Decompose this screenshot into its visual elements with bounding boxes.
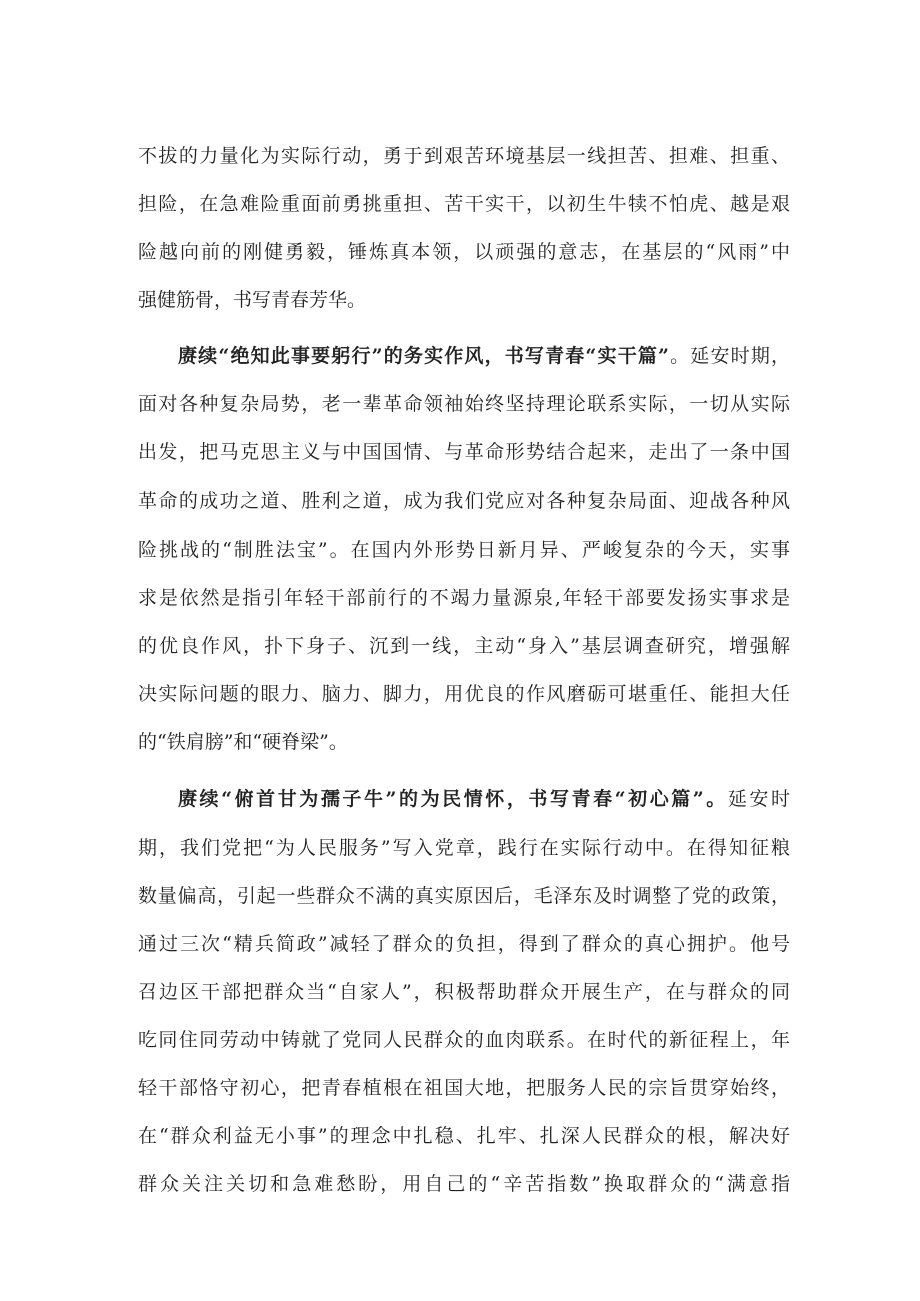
paragraph-3-line-7: 轻干部恪守初心，把青春植根在祖国大地，把服务人民的宗旨贯穿始终， <box>138 1077 790 1099</box>
paragraph-3-line-1 <box>178 784 790 814</box>
paragraph-2-line-6: 求是依然是指引年轻干部前行的不竭力量源泉,年轻干部要发扬实事求是 <box>138 587 790 609</box>
paragraph-1-line-3: 险越向前的刚健勇毅，锤炼真本领，以顽强的意志，在基层的“风雨”中 <box>138 241 790 263</box>
paragraph-3-line-4: 通过三次“精兵简政”减轻了群众的负担，得到了群众的真心拥护。他号 <box>138 933 790 955</box>
paragraph-3-first-rest: 延安时 <box>727 788 790 810</box>
paragraph-2-first-rest: 。延安时期， <box>668 345 790 367</box>
paragraph-3-line-9: 群众关注关切和急难愁盼，用自己的“辛苦指数”换取群众的“满意指 <box>138 1173 790 1195</box>
paragraph-3-line-6: 吃同住同劳动中铸就了党同人民群众的血肉联系。在时代的新征程上，年 <box>138 1029 790 1051</box>
paragraph-2-line-5: 险挑战的“制胜法宝”。在国内外形势日新月异、严峻复杂的今天，实事 <box>138 539 790 561</box>
paragraph-3-line-2: 期，我们党把“为人民服务”写入党章，践行在实际行动中。在得知征粮 <box>138 837 790 859</box>
paragraph-3-line-3: 数量偏高，引起一些群众不满的真实原因后，毛泽东及时调整了党的政策， <box>138 885 790 907</box>
paragraph-2-line-2: 面对各种复杂局势，老一辈革命领袖始终坚持理论联系实际，一切从实际 <box>138 393 790 415</box>
paragraph-1-line-4: 强健筋骨，书写青春芳华。 <box>138 289 367 311</box>
paragraph-3-line-5: 召边区干部把群众当“自家人”，积极帮助群众开展生产，在与群众的同 <box>138 981 790 1003</box>
paragraph-2-line-7: 的优良作风，扑下身子、沉到一线，主动“身入”基层调查研究，增强解 <box>138 635 790 657</box>
paragraph-1-line-1: 不拔的力量化为实际行动，勇于到艰苦环境基层一线担苦、担难、担重、 <box>138 145 790 167</box>
paragraph-2-line-8: 决实际问题的眼力、脑力、脚力，用优良的作风磨砺可堪重任、能担大任 <box>138 683 790 705</box>
paragraph-3-line-8: 在“群众利益无小事”的理念中扎稳、扎牢、扎深人民群众的根，解决好 <box>138 1125 790 1147</box>
paragraph-2-heading: 赓续“绝知此事要躬行”的务实作风，书写青春“实干篇” <box>178 345 669 367</box>
paragraph-2-line-1 <box>178 341 790 371</box>
paragraph-1-line-2: 担险，在急难险重面前勇挑重担、苦干实干，以初生牛犊不怕虎、越是艰 <box>138 193 790 215</box>
paragraph-2-line-9: 的“铁肩膀”和“硬脊梁”。 <box>138 731 348 753</box>
paragraph-3-heading: 赓续“俯首甘为孺子牛”的为民情怀，书写青春“初心篇”。 <box>178 788 728 810</box>
paragraph-2-line-4: 革命的成功之道、胜利之道，成为我们党应对各种复杂局面、迎战各种风 <box>138 490 790 512</box>
paragraph-2-line-3: 出发，把马克思主义与中国国情、与革命形势结合起来，走出了一条中国 <box>138 441 790 463</box>
